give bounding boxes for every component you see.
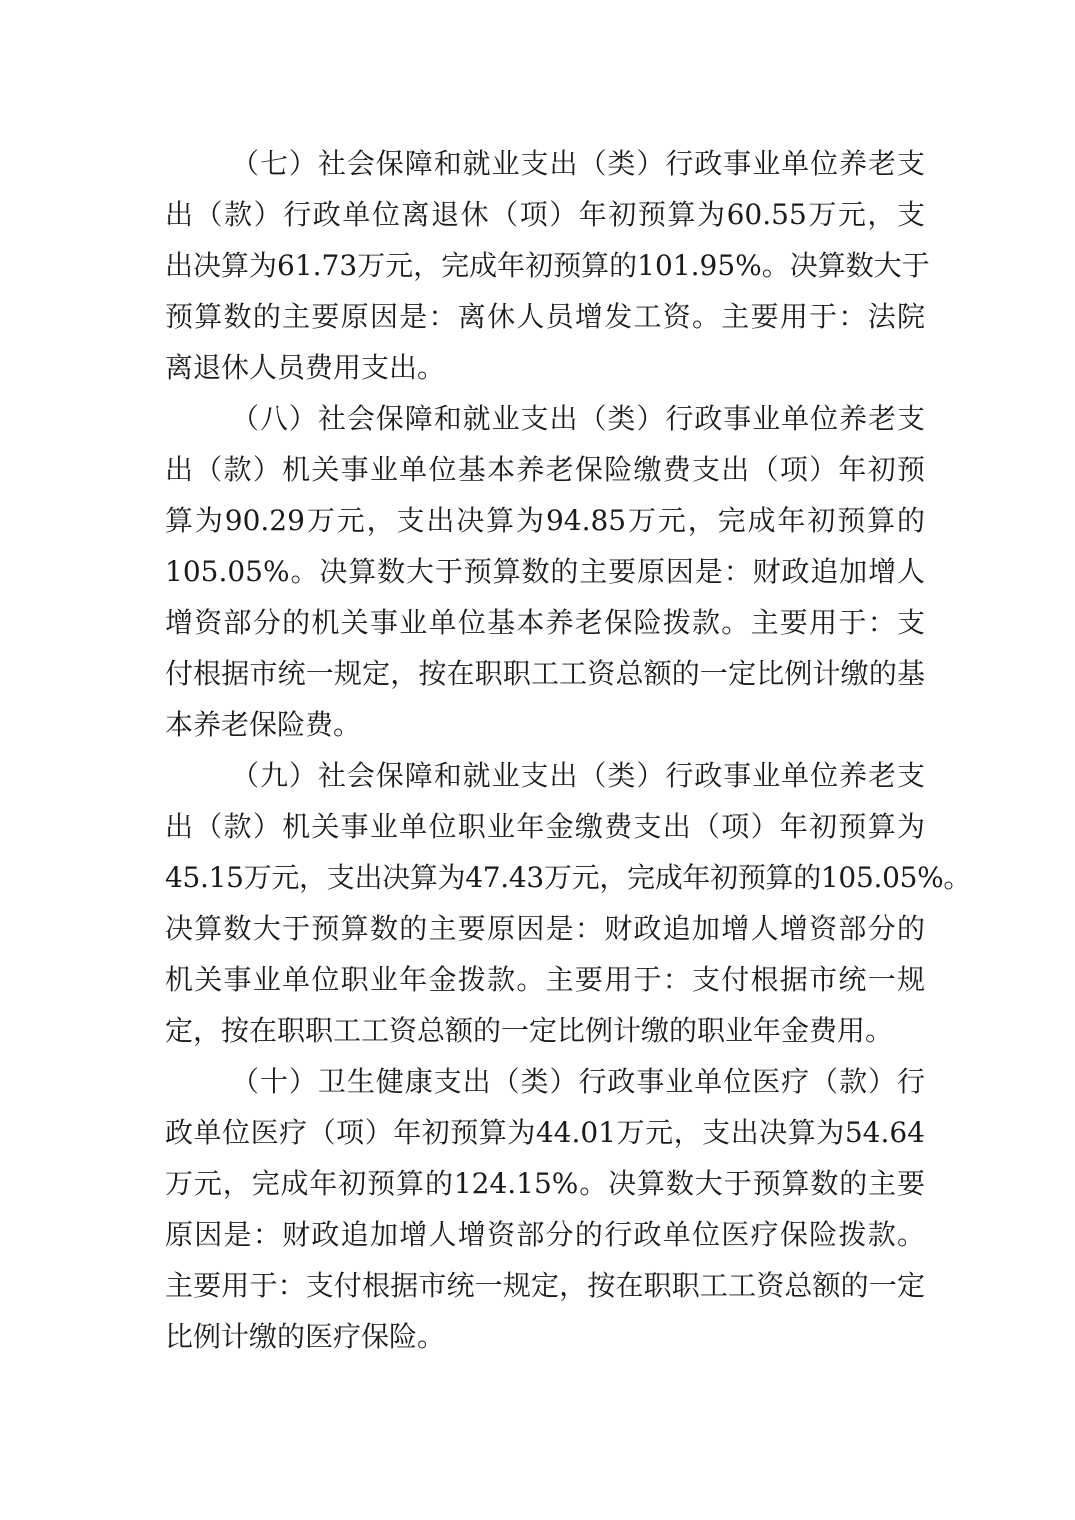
text-line: 本养老保险费。 [165,708,362,741]
text-line: （八）社会保障和就业支出（类）行政事业单位养老支 [231,402,925,435]
paragraph-10 [165,1056,925,1362]
document-body [165,138,972,1362]
text-line: （九）社会保障和就业支出（类）行政事业单位养老支 [231,759,925,792]
text-line: 预算数的主要原因是：离休人员增发工资。主要用于：法院 [165,300,925,333]
text-line: 出决算为61.73万元，完成年初预算的101.95%。决算数大于 [165,249,930,282]
text-line: 定，按在职职工工资总额的一定比例计缴的职业年金费用。 [165,1014,894,1047]
text-line: 机关事业单位职业年金拨款。主要用于：支付根据市统一规 [165,963,925,996]
text-line: （十）卫生健康支出（类）行政事业单位医疗（款）行 [231,1065,925,1098]
text-line: 原因是：财政追加增人增资部分的行政单位医疗保险拨款。 [165,1218,925,1251]
text-line: 出（款）行政单位离退休（项）年初预算为60.55万元，支 [165,198,925,231]
text-line: 万元，完成年初预算的124.15%。决算数大于预算数的主要 [165,1167,925,1200]
text-line: 主要用于：支付根据市统一规定，按在职职工工资总额的一定 [165,1269,925,1302]
text-line: 算为90.29万元，支出决算为94.85万元，完成年初预算的 [165,504,925,537]
text-line: 45.15万元，支出决算为47.43万元，完成年初预算的105.05%。 [165,861,972,894]
text-line: （七）社会保障和就业支出（类）行政事业单位养老支 [231,147,925,180]
text-line: 比例计缴的医疗保险。 [165,1320,446,1353]
text-line: 决算数大于预算数的主要原因是：财政追加增人增资部分的 [165,912,925,945]
paragraph-7 [165,138,930,393]
text-line: 105.05%。决算数大于预算数的主要原因是：财政追加增人 [165,555,925,588]
paragraph-8 [165,393,925,750]
text-line: 政单位医疗（项）年初预算为44.01万元，支出决算为54.64 [165,1116,925,1149]
text-line: 出（款）机关事业单位职业年金缴费支出（项）年初预算为 [165,810,925,843]
text-line: 付根据市统一规定，按在职职工工资总额的一定比例计缴的基 [165,657,925,690]
text-line: 增资部分的机关事业单位基本养老保险拨款。主要用于：支 [165,606,925,639]
paragraph-9 [165,750,972,1056]
text-line: 离退休人员费用支出。 [165,351,446,384]
text-line: 出（款）机关事业单位基本养老保险缴费支出（项）年初预 [165,453,925,486]
